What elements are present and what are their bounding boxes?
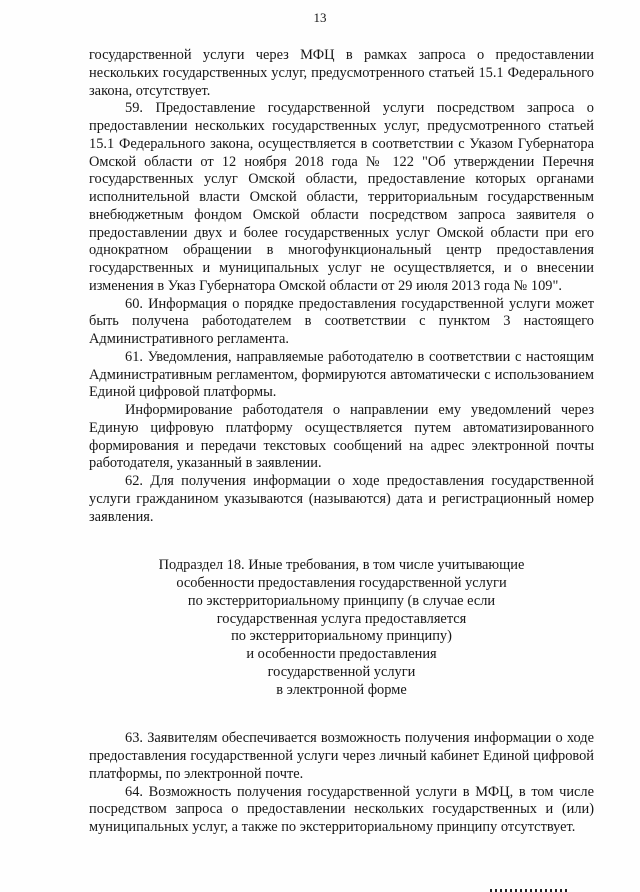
subsection-heading xyxy=(89,557,594,699)
paragraphs-bottom xyxy=(89,730,594,837)
heading-line: по экстерриториальному принципу (в случае если xyxy=(187,592,496,609)
paragraph-59: 59. Предоставление государственной услуги посредством запроса о предоставлении нескольких государственных услуг, предусмотренного статьей 15.1 Федерального закона, осуществляется в соответствии с Указом Губернатора Омской области от 12 ноября 2018 года № 122 "Об утверждении Перечня государственных услуг Омской области, предоставление которых органами исполнительной власти Омской области, территориальным государственным внебюджетным фондом Омской области посредством запроса заявителя о предоставлении двух и более государственных услуг Омской области при его однократном обращении в многофункциональный центр предоставления государственных и муниципальных услуг не осуществляется, и о внесении изменения в Указ Губернатора Омской области от 29 июля 2013 года № 109". xyxy=(89,100,594,294)
document-body xyxy=(89,47,594,837)
heading-line: государственной услуги xyxy=(267,663,416,680)
paragraphs-top xyxy=(89,47,594,526)
paragraph-62: 62. Для получения информации о ходе предоставления государственной услуги гражданином указываются (называются) дата и регистрационный номер заявления. xyxy=(89,473,594,525)
heading-line: в электронной форме xyxy=(276,681,407,698)
paragraph: государственной услуги через МФЦ в рамках запроса о предоставлении нескольких государственных услуг, предусмотренного статьей 15.1 Федерального закона, отсутствует. xyxy=(89,47,594,99)
heading-line: Подраздел 18. Иные требования, в том числе учитывающие xyxy=(158,557,525,574)
paragraph-61-informing: Информирование работодателя о направлении ему уведомлений через Единую цифровую платформу осуществляется путем автоматизированного формирования и передачи текстовых сообщений на адрес электронной почты работодателя, указанный в заявлении. xyxy=(89,402,594,472)
page-number: 13 xyxy=(313,10,327,25)
heading-line: особенности предоставления государственной услуги xyxy=(176,575,507,591)
paragraph-64: 64. Возможность получения государственной услуги в МФЦ, в том числе посредством запроса о предоставлении нескольких государственных и (или) муниципальных услуг, а также по экстерриториальному принципу отсутствует. xyxy=(89,783,594,835)
paragraph-61: 61. Уведомления, направляемые работодателю в соответствии с настоящим Административным регламентом, формируются автоматически с использованием Единой цифровой платформы. xyxy=(89,348,594,401)
paragraph-63: 63. Заявителям обеспечивается возможность получения информации о ходе предоставления государственной услуги через личный кабинет Единой цифровой платформы, по электронной почте. xyxy=(89,730,594,782)
paragraph-60: 60. Информация о порядке предоставления государственной услуги может быть получена работодателем в соответствии с пунктом 3 настоящего Административного регламента. xyxy=(89,295,594,347)
heading-line: государственная услуга предоставляется xyxy=(216,610,467,627)
heading-line: и особенности предоставления xyxy=(246,646,437,662)
heading-line: по экстерриториальному принципу) xyxy=(231,628,452,645)
